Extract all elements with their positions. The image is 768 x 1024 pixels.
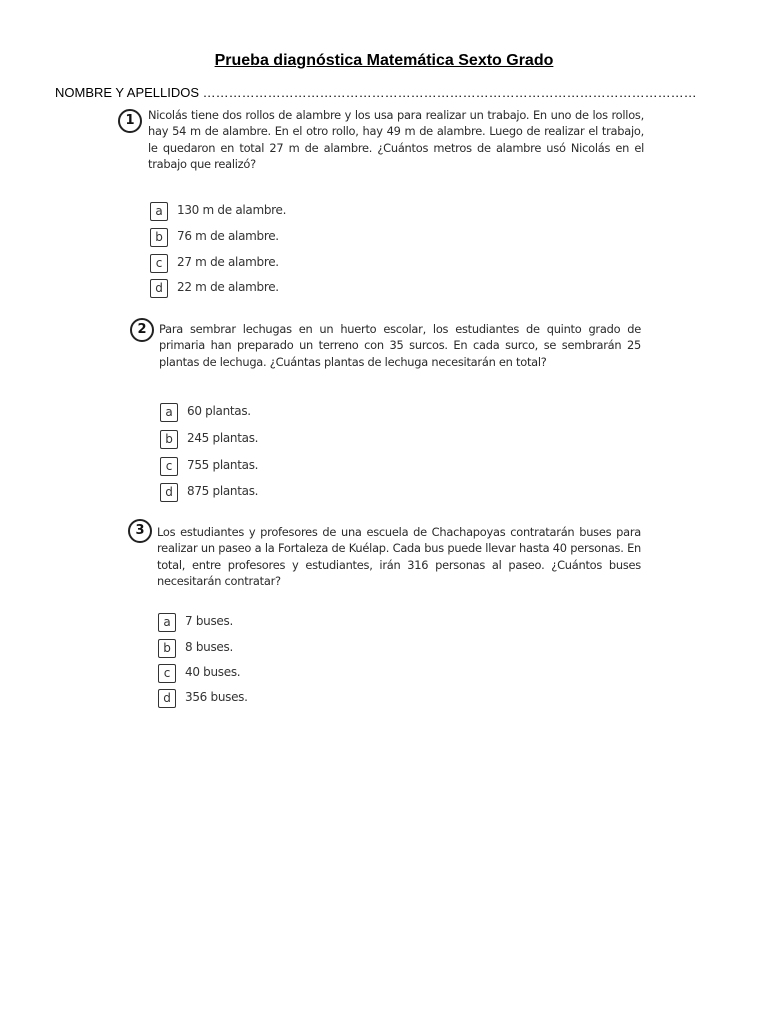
option-letter-box: a (150, 202, 168, 221)
option-text: 755 plantas. (187, 458, 259, 472)
option-letter-box: b (160, 430, 178, 449)
page-title: Prueba diagnóstica Matemática Sexto Grado (214, 52, 554, 69)
question-1-text: Nicolás tiene dos rollos de alambre y los usa para realizar un trabajo. En uno de los rollos, hay 54 m de alambre. En el otro rollo, hay 49 m de alambre. Luego de realizar el trabajo, le quedaron en total 27 m de alambre. ¿Cuántos metros de alambre usó Nicolás en el trabajo que realizó? (148, 108, 644, 171)
option-text: 60 plantas. (187, 404, 251, 418)
option-text: 8 buses. (185, 640, 233, 654)
option-letter-box: c (150, 254, 168, 273)
option-letter-box: c (160, 457, 178, 476)
option-text: 22 m de alambre. (177, 280, 279, 294)
option-text: 40 buses. (185, 665, 241, 679)
option-text: 76 m de alambre. (177, 229, 279, 243)
option-letter-box: b (158, 639, 176, 658)
name-field-line: NOMBRE Y APELLIDOS …………………………………………………………………………………………………… (55, 85, 697, 100)
option-text: 27 m de alambre. (177, 255, 279, 269)
question-3-text: Los estudiantes y profesores de una escuela de Chachapoyas contratarán buses para realizar un paseo a la Fortaleza de Kuélap. Cada bus puede llevar hasta 40 personas. En total, entre profesores y estudiantes, irán 316 personas al paseo. ¿Cuántos buses necesitarán contratar? (157, 525, 641, 588)
option-letter-box: d (160, 483, 178, 502)
option-letter-box: d (150, 279, 168, 298)
option-letter-box: b (150, 228, 168, 247)
question-2-number: 2 (130, 318, 154, 342)
question-1-number: 1 (118, 109, 142, 133)
question-2-text: Para sembrar lechugas en un huerto escolar, los estudiantes de quinto grado de primaria han preparado un terreno con 35 surcos. En cada surco, se sembrarán 25 plantas de lechuga. ¿Cuántas plantas de lechuga necesitarán en total? (159, 322, 641, 369)
option-letter-box: a (160, 403, 178, 422)
option-text: 130 m de alambre. (177, 203, 287, 217)
option-letter-box: d (158, 689, 176, 708)
option-letter-box: a (158, 613, 176, 632)
option-text: 356 buses. (185, 690, 248, 704)
question-3-number: 3 (128, 519, 152, 543)
option-letter-box: c (158, 664, 176, 683)
option-text: 875 plantas. (187, 484, 259, 498)
option-text: 7 buses. (185, 614, 233, 628)
option-text: 245 plantas. (187, 431, 259, 445)
